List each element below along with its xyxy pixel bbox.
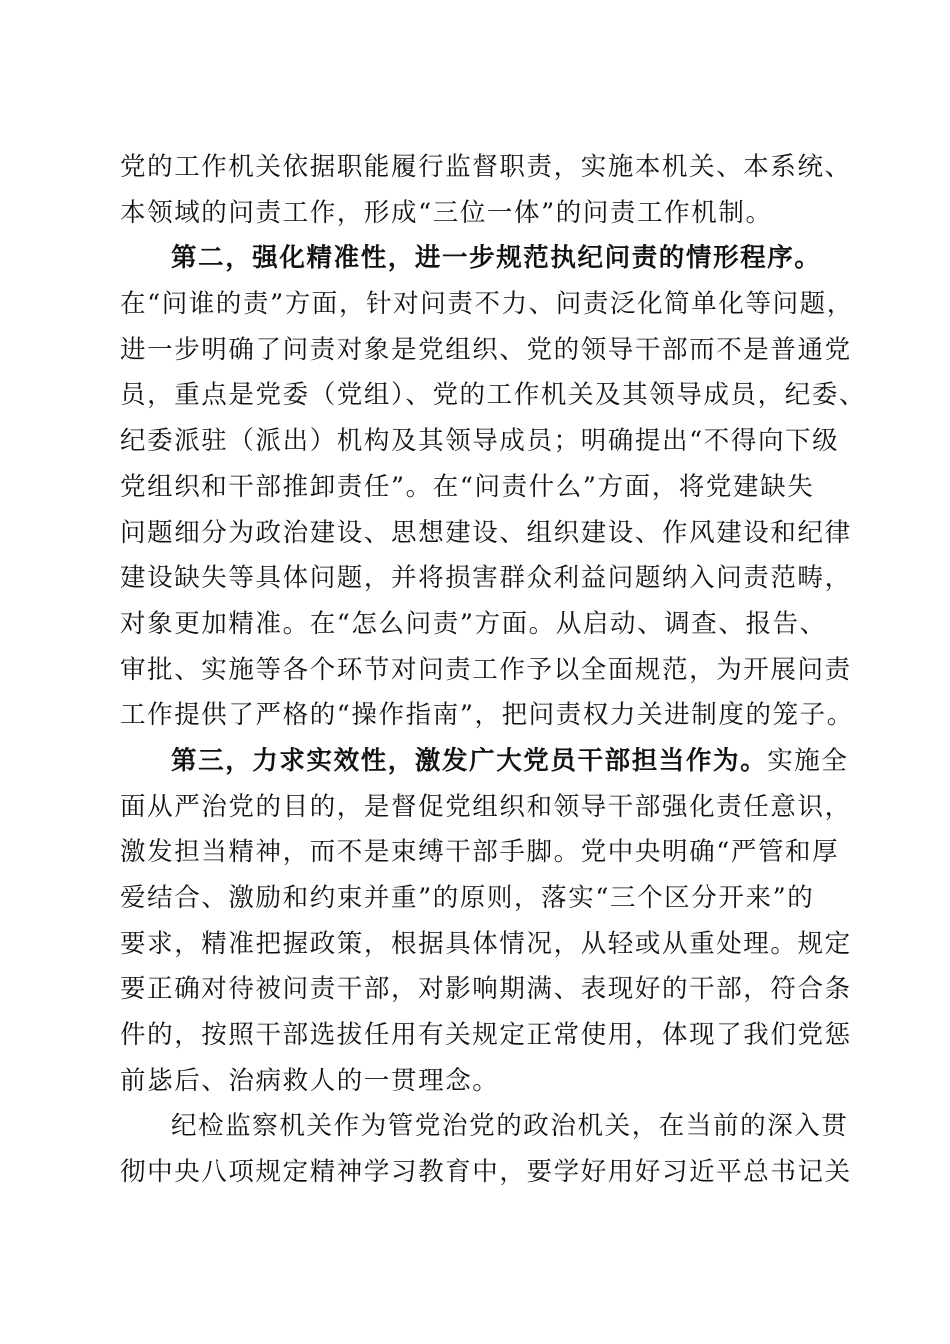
body-line: 纪委派驻（派出）机构及其领导成员；明确提出“不得向下级 <box>120 426 840 457</box>
body-line: 在“问谁的责”方面，针对问责不力、问责泛化简单化等问题， <box>120 289 854 320</box>
body-line: 党的工作机关依据职能履行监督职责，实施本机关、本系统、 <box>120 152 852 182</box>
body-line: 党组织和干部推卸责任”。在“问责什么”方面，将党建缺失 <box>120 471 815 502</box>
body-line: 前毖后、治病救人的一贯理念。 <box>120 1065 500 1096</box>
section-heading-second: 第二，强化精准性，进一步规范执纪问责的情形程序。 <box>171 243 822 274</box>
section-heading-third: 第三，力求实效性，激发广大党员干部担当作为。 <box>171 745 768 776</box>
body-line: 彻中央八项规定精神学习教育中，要学好用好习近平总书记关 <box>120 1157 852 1188</box>
body-line: 件的，按照干部选拔任用有关规定正常使用，体现了我们党惩 <box>120 1020 852 1051</box>
body-text: 实施全 <box>767 745 849 776</box>
body-line: 审批、实施等各个环节对问责工作予以全面规范，为开展问责 <box>120 654 852 685</box>
body-line: 工作提供了严格的“操作指南”，把问责权力关进制度的笼子。 <box>120 700 854 731</box>
body-line: 激发担当精神，而不是束缚干部手脚。党中央明确“严管和厚 <box>120 837 840 868</box>
document-body <box>120 145 867 1196</box>
body-line: 对象更加精准。在“怎么问责”方面。从启动、调查、报告、 <box>120 608 827 639</box>
body-line: 问题细分为政治建设、思想建设、组织建设、作风建设和纪律 <box>120 517 852 548</box>
body-line: 要正确对待被问责干部，对影响期满、表现好的干部，符合条 <box>120 974 852 1005</box>
body-line: 要求，精准把握政策，根据具体情况，从轻或从重处理。规定 <box>120 928 852 959</box>
body-line: 员，重点是党委（党组）、党的工作机关及其领导成员，纪委、 <box>120 380 867 411</box>
paragraph-first-line: 纪检监察机关作为管党治党的政治机关，在当前的深入贯 <box>171 1111 849 1142</box>
body-line: 建设缺失等具体问题，并将损害群众利益问题纳入问责范畴， <box>120 563 852 594</box>
body-line: 进一步明确了问责对象是党组织、党的领导干部而不是普通党 <box>120 334 852 365</box>
body-line: 本领域的问责工作，形成“三位一体”的问责工作机制。 <box>120 197 773 228</box>
body-line: 面从严治党的目的，是督促党组织和领导干部强化责任意识， <box>120 791 852 822</box>
paragraph-first-line <box>120 739 849 785</box>
body-line: 爱结合、激励和约束并重”的原则，落实“三个区分开来”的 <box>120 883 815 913</box>
